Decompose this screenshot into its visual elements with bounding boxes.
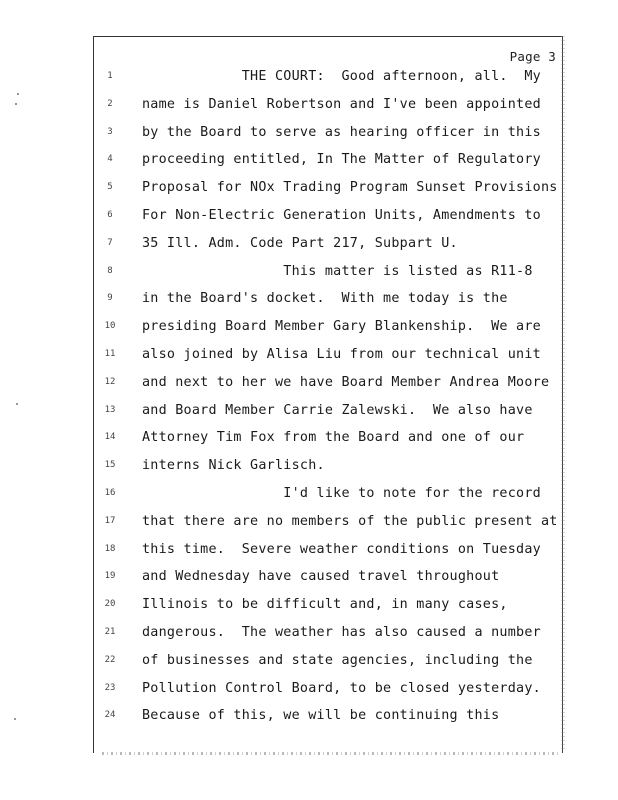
line-number: 24 (104, 710, 116, 721)
transcript-page-frame (93, 36, 563, 753)
line-number: 18 (104, 543, 116, 554)
transcript-line: Illinois to be difficult and, in many cases, (142, 597, 508, 613)
line-number: 2 (107, 98, 113, 109)
line-number: 7 (107, 237, 113, 248)
transcript-line: name is Daniel Robertson and I've been appointed (142, 96, 541, 112)
transcript-line: 35 Ill. Adm. Code Part 217, Subpart U. (142, 235, 458, 251)
transcript-line: and Wednesday have caused travel throughout (142, 569, 500, 585)
line-number: 13 (104, 404, 116, 415)
scan-edge-noise (561, 36, 565, 752)
line-number: 22 (104, 654, 116, 665)
transcript-line: of businesses and state agencies, including the (142, 652, 533, 668)
line-number: 16 (104, 488, 116, 498)
transcript-line: interns Nick Garlisch. (142, 458, 325, 474)
transcript-line: Proposal for NOx Trading Program Sunset Provisions (142, 180, 558, 196)
scan-bottom-noise (102, 752, 560, 755)
transcript-line: dangerous. The weather has also caused a number (142, 625, 541, 640)
line-number: 4 (107, 154, 113, 165)
scan-speck (15, 103, 17, 105)
transcript-line: For Non-Electric Generation Units, Amendments to (142, 208, 541, 223)
transcript-line: also joined by Alisa Liu from our technical unit (142, 347, 541, 362)
transcript-line: by the Board to serve as hearing officer in this (142, 124, 541, 140)
transcript-line: this time. Severe weather conditions on Tuesday (142, 541, 541, 557)
line-number: 1 (107, 71, 113, 81)
line-number: 19 (104, 571, 116, 582)
line-number: 15 (104, 460, 116, 471)
line-number: 10 (104, 321, 116, 332)
transcript-line: in the Board's docket. With me today is the (142, 291, 508, 307)
transcript-line: and Board Member Carrie Zalewski. We also have (142, 402, 533, 418)
line-number: 23 (104, 682, 116, 693)
transcript-line: This matter is listed as R11-8 (142, 263, 533, 279)
transcript-line: presiding Board Member Gary Blankenship. We are (142, 319, 541, 335)
line-number: 11 (104, 349, 116, 359)
line-number: 8 (107, 265, 113, 276)
scan-speck (16, 403, 18, 405)
line-number: 9 (107, 293, 113, 304)
scan-speck (14, 718, 16, 720)
line-number: 14 (104, 432, 116, 443)
line-number: 20 (104, 599, 116, 610)
transcript-line: and next to her we have Board Member Andrea Moore (142, 374, 550, 390)
line-number: 3 (107, 126, 113, 137)
line-number: 12 (104, 376, 116, 387)
transcript-line: THE COURT: Good afternoon, all. My (142, 69, 541, 84)
transcript-line: proceeding entitled, In The Matter of Regulatory (142, 152, 541, 168)
line-number: 5 (107, 182, 113, 193)
line-number: 17 (104, 515, 116, 526)
transcript-line: Pollution Control Board, to be closed yesterday. (142, 680, 541, 696)
line-number: 21 (104, 627, 116, 637)
page-label: Page 3 (509, 49, 556, 64)
transcript-line: Attorney Tim Fox from the Board and one of our (142, 430, 525, 446)
transcript-line: that there are no members of the public present at (142, 513, 558, 529)
line-number: 6 (107, 210, 113, 220)
transcript-line: I'd like to note for the record (142, 486, 541, 501)
scan-speck (17, 93, 19, 95)
transcript-line: Because of this, we will be continuing this (142, 708, 500, 724)
